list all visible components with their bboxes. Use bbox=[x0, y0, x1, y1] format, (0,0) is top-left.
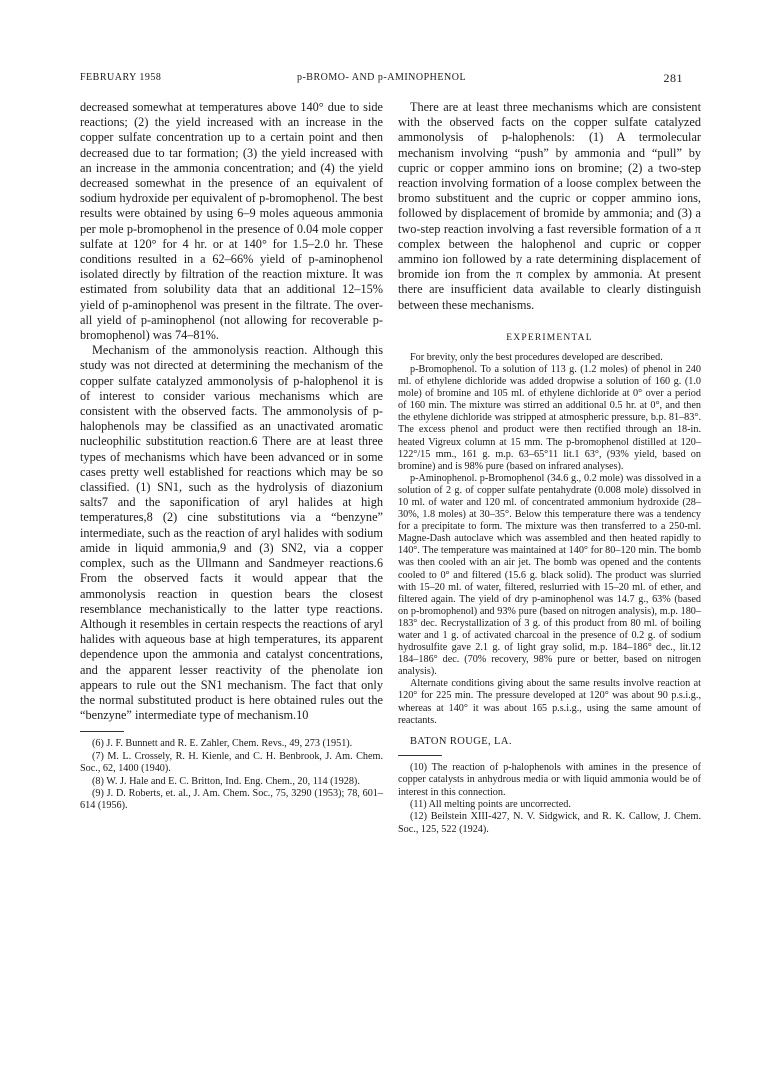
alternate-conditions: Alternate conditions giving about the same results involve reaction at 120° for 225 min. The pressure developed at 120° was about 90 p.s.i.g., whereas at 140° it was about 165 p.s.i.g., using the same amount of reactants. bbox=[398, 678, 701, 726]
mechanisms-paragraph: There are at least three mechanisms which are consistent with the observed facts on the copper sulfate catalyzed ammonolysis of p-halophenols: (1) A termolecular mechanism involving “push” by ammonia and “pull” by cupric or copper ammino ions on bromine; (2) a two-step reaction involving formation of a loose complex between the bromo substituent and the cupric or copper ammino ions, followed by displacement of bromide by ammonia; and (3) a two-step reaction involving a fast reversible formation of a π complex between the halophenol and cupric or copper ammino ion followed by a rate determining displacement of bromide ion from the π complex by ammonia. At present there are insufficient data available to clearly distinguish between these mechanisms. bbox=[398, 100, 701, 312]
running-header bbox=[80, 72, 683, 86]
page-number: 281 bbox=[663, 71, 683, 85]
footnote-12: (12) Beilstein XIII-427, N. V. Sidgwick, and R. K. Callow, J. Chem. Soc., 125, 522 (1924). bbox=[398, 811, 701, 835]
footnote-6: (6) J. F. Bunnett and R. E. Zahler, Chem. Revs., 49, 273 (1951). bbox=[92, 738, 353, 750]
footnote-7: (7) M. L. Crossely, R. H. Kienle, and C. H. Benbrook, J. Am. Chem. Soc., 62, 1400 (1940). bbox=[80, 750, 383, 775]
results-paragraph: decreased somewhat at temperatures above 140° due to side reactions; (2) the yield increased with an increase in the copper sulfate concentration up to a certain point and then decreased due to tar formation; (3) the yield increased with an increase in the ammonia concentration; and (4) the yield decreased somewhat in the presence of an equivalent of sodium hydroxide per equivalent of p-bromophenol. The best results were obtained by using 6–9 moles aqueous ammonia per mole p-bromophenol in the presence of 0.04 mole copper sulfate at 120° for 4 hr. or at 140° for 1.5–2.0 hr. These conditions resulted in a 62–66% yield of p-aminophenol isolated directly by filtration of the reaction mixture. It was estimated from solubility data that an additional 12–15% yield of p-aminophenol was present in the filtrate. The over-all yield of p-aminophenol (not allowing for recoverable p-bromophenol) was 74–81%. bbox=[80, 100, 383, 343]
experimental-intro: For brevity, only the best procedures developed are described. bbox=[410, 351, 663, 363]
footnote-10: (10) The reaction of p-halophenols with amines in the presence of copper catalysts in anhydrous media or with liquid ammonia would be of interest in this connection. bbox=[398, 761, 701, 798]
left-footnotes bbox=[80, 738, 383, 812]
left-column bbox=[80, 100, 383, 813]
experimental-section bbox=[398, 352, 701, 727]
running-title: p-BROMO- AND p-AMINOPHENOL bbox=[296, 72, 467, 83]
right-column bbox=[398, 100, 701, 836]
footnote-11: (11) All melting points are uncorrected. bbox=[410, 798, 571, 810]
author-location: BATON ROUGE, LA. bbox=[410, 735, 512, 747]
bromophenol-procedure: p-Bromophenol. To a solution of 113 g. (1.2 moles) of phenol in 240 ml. of ethylene dichloride was added dropwise a solution of 160 g. (1.0 mole) of bromine and 105 ml. of ethylene dichloride at 0° over a period of 160 min. The mixture was stirred an additional 0.5 hr. at 0°, and then the ethylene dichloride was stripped at atmospheric pressure, b.p. 81–83°. The excess phenol and product were then rectified through an 18-in. heated Vigreux column at 15 mm. The p-bromophenol distilled at 120–122°/15 mm., 161 g. m.p. 63–65°11 lit.1 63°, (93% yield, based on bromine) and is 98% pure (based on infrared analyses). bbox=[398, 363, 701, 472]
mechanism-paragraph: Mechanism of the ammonolysis reaction. Although this study was not directed at determining the mechanism of the copper sulfate catalyzed ammonolysis of p-halophenol it is of interest to consider various mechanisms which are consistent with the observed facts. The ammonolysis of p-halophenols may be classified as an unactivated aromatic nucleophilic substitution reaction.6 There are at least three types of mechanisms which have been advanced or in some cases pretty well established for reactions which may be so classified. (1) SN1, such as the hydrolysis of diazonium salts7 and the saponification of aryl halides at high temperatures,8 (2) cine substitutions via a “benzyne” intermediate, such as the reaction of aryl halides with sodium amide in liquid ammonia,9 and (3) SN2, via a copper complex, such as the Ullmann and Sandmeyer reactions.6 From the observed facts it would appear that the ammonolysis reaction in question bears the closest resemblance mechanistically to the latter type reactions. Although it resembles in certain respects the reactions of aryl halides with aqueous base at high temperatures, its apparent dependence upon the ammonia and catalyst concentrations, and the apparent lesser reactivity of the phenolate ion appears to rule out the SN1 mechanism. The fact that only the normal substituted product is here obtained rules out the “benzyne” intermediate type of mechanism.10 bbox=[80, 343, 383, 723]
right-body-text bbox=[398, 100, 701, 313]
footnote-8: (8) W. J. Hale and E. C. Britton, Ind. Eng. Chem., 20, 114 (1928). bbox=[92, 775, 360, 787]
issue-date: FEBRUARY 1958 bbox=[80, 72, 162, 83]
experimental-heading: EXPERIMENTAL bbox=[506, 332, 593, 343]
footnote-divider bbox=[80, 731, 124, 732]
right-footnotes bbox=[398, 762, 701, 836]
aminophenol-procedure: p-Aminophenol. p-Bromophenol (34.6 g., 0.2 mole) was dissolved in a solution of 2 g. of copper sulfate pentahydrate (0.008 mole) dissolved in 10 ml. of water and 120 ml. of concentrated ammonium hydroxide (28–30%, 1.8 moles) at 30–35°. Below this temperature there was a tendency for a precipitate to form. The mixture was then transferred to a 250-ml. Magne-Dash autoclave which was assembled and then heated rapidly to 140°. The temperature was maintained at 140° for 80–120 min. The bomb was then cooled with an air jet. The bomb was opened and the contents cooled to 0° and filtered (15.6 g. black solid). The product was slurried with 15–20 ml. of water, filtered, reslurried with 15–20 ml. of ether, and filtered again. The yield of dry p-aminophenol was 14.7 g., 63% (based on p-bromophenol) and 93% pure (based on nitrogen analysis), m.p. 180–183° dec. Recrystallization of 3 g. of this product from 80 ml. of boiling water and 1 g. of activated charcoal in the presence of 0.2 g. of sodium hydrosulfite gave 2.1 g. of light gray solid, m.p. 184–186° dec., lit.12 184–186° dec. (70% recovery, 98% pure or better, based on nitrogen analysis). bbox=[398, 472, 701, 678]
footnote-9: (9) J. D. Roberts, et. al., J. Am. Chem. Soc., 75, 3290 (1953); 78, 601–614 (1956). bbox=[80, 787, 383, 812]
left-body-text bbox=[80, 100, 383, 723]
footnote-divider-right bbox=[398, 755, 442, 756]
